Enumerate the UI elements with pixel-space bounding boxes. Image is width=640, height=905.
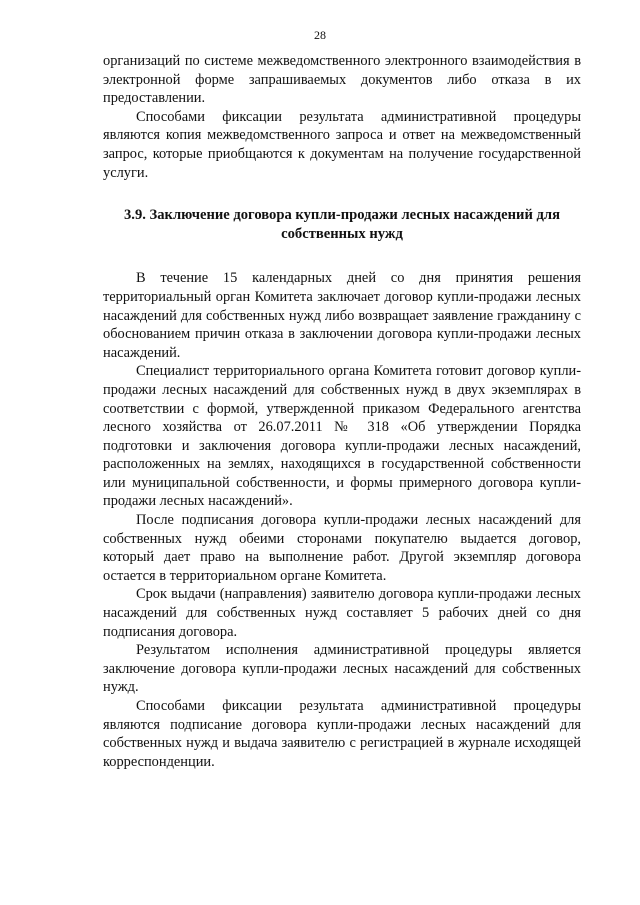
paragraph: Специалист территориального органа Комитета готовит договор купли-продажи лесных насаждений для собственных нужд в двух экземплярах в соответствии с формой, утвержденной приказом Федерального агентства лесного хозяйства от 26.07.2011 № 318 «Об утверждении Порядка подготовки и заключения договора купли-продажи лесных насаждений, расположенных на землях, находящихся в государственной собственности или муниципальной собственности, и формы примерного договора купли-продажи лесных насаждений». (103, 363, 581, 510)
paragraph-continuation: организаций по системе межведомственного электронного взаимодействия в электронной форме запрашиваемых документов либо отказа в их предоставлении. (103, 53, 581, 107)
page-number: 28 (314, 28, 326, 42)
paragraph: После подписания договора купли-продажи лесных насаждений для собственных нужд обеими сторонами покупателю выдается договор, который дает право на выполнение работ. Другой экземпляр договора остается в территориальном органе Комитета. (103, 512, 581, 584)
section-heading: 3.9. Заключение договора купли-продажи лесных насаждений для собственных нужд (124, 207, 560, 242)
paragraph: В течение 15 календарных дней со дня принятия решения территориальный орган Комитета заключает договор купли-продажи лесных насаждений для собственных нужд либо возвращает заявление гражданину с обоснованием причин отказа в заключении договора купли-продажи лесных насаждений. (103, 270, 581, 361)
paragraph: Способами фиксации результата административной процедуры являются копия межведомственного запроса и ответ на межведомственный запрос, которые приобщаются к документам на получение государственной услуги. (103, 108, 581, 181)
paragraph: Срок выдачи (направления) заявителю договора купли-продажи лесных насаждений для собственных нужд составляет 5 рабочих дней со дня подписания договора. (103, 586, 581, 640)
document-body (103, 52, 581, 771)
paragraph: Результатом исполнения административной процедуры является заключение договора купли-продажи лесных насаждений для собственных нужд. (103, 642, 581, 696)
paragraph: Способами фиксации результата административной процедуры являются подписание договора купли-продажи лесных насаждений для собственных нужд и выдача заявителю с регистрацией в журнале исходящей корреспонденции. (103, 698, 581, 770)
